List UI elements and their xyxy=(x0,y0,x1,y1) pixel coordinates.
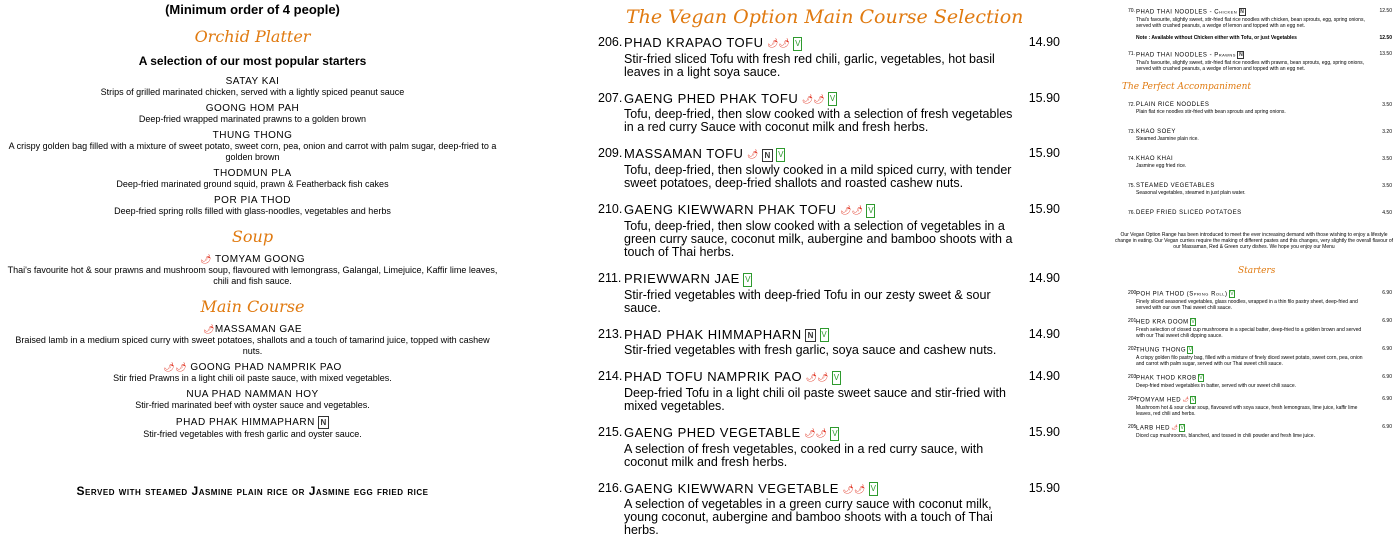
main-item xyxy=(6,324,499,357)
item-desc: Thai's favourite, slightly sweet, stir-fried flat rice noodles with prawns, bean sprouts, egg, spring onions, served with crushed peanuts, a wedge of lemon and topped with an egg net. xyxy=(1136,60,1365,72)
dish-name: THODMUN PLA xyxy=(213,168,292,179)
accompaniment-item xyxy=(1108,102,1400,115)
chili-icon: 🌶︎ xyxy=(202,324,215,335)
vegan-icon: V xyxy=(1188,347,1193,353)
item-name: LARB HED xyxy=(1136,425,1171,432)
vegan-icon: V xyxy=(1191,319,1195,325)
item-price: 14.90 xyxy=(1028,270,1060,285)
dish-name: GOONG PHAD NAMPRIK PAO xyxy=(190,362,342,374)
starter-item xyxy=(1108,290,1400,311)
item-name: GAENG KIEWWARN PHAK TOFU xyxy=(624,202,837,218)
item-number: 201. xyxy=(1128,318,1138,324)
item-price: 15.90 xyxy=(1028,424,1060,439)
item-name: PRIEWWARN JAE xyxy=(624,270,740,286)
starters-title: Starters xyxy=(1238,266,1276,276)
noodle-item xyxy=(1108,8,1400,29)
item-desc: Tofu, deep-fried, then slow cooked with a selection of vegetables in a green curry sauce, coconut milk, aubergine and bamboo shoots with a touch of Thai herbs. xyxy=(624,218,1013,259)
note-price: 12.50 xyxy=(1379,35,1392,41)
chili-icon: 🌶︎ xyxy=(746,149,759,160)
dish-name: MASSAMAN GAE xyxy=(214,324,303,336)
dish-desc: Deep-fried wrapped marinated prawns to a golden brown xyxy=(138,114,367,124)
item-name: HED KRA DOOM xyxy=(1136,319,1189,326)
item-price: 14.90 xyxy=(1028,369,1060,384)
vegan-icon: V xyxy=(830,427,839,441)
accompaniment-item xyxy=(1108,156,1400,169)
item-desc: Deep-fried Tofu in a light chili oil paste sweet sauce and stir-fried with mixed vegetables. xyxy=(624,385,1006,413)
item-name: PHAD KRAPAO TOFU xyxy=(624,35,764,50)
main-item xyxy=(6,416,499,440)
vegan-icon: V xyxy=(793,37,802,51)
noodle-item xyxy=(1108,51,1400,72)
item-number: 76. xyxy=(1128,210,1135,216)
item-desc: Diced cup mushrooms, blanched, and tossed in chili powder and fresh lime juice. xyxy=(1136,433,1315,439)
item-price: 3.20 xyxy=(1382,129,1392,135)
chili-icon: 🌶︎ xyxy=(1171,425,1178,431)
item-name: PHAD TOFU NAMPRIK PAO xyxy=(624,369,803,385)
item-desc: Jasmine egg fried rice. xyxy=(1136,163,1187,169)
item-desc: Fresh selection of closed cup mushrooms in a special batter, deep-fried to a golden brown and served with our Thai sweet chili dipping sauce. xyxy=(1136,327,1362,339)
accompaniment-item xyxy=(1108,183,1400,196)
nut-icon: N xyxy=(1240,9,1244,15)
vegan-icon: V xyxy=(828,92,837,106)
dish-desc: Deep-fried spring rolls filled with glass-noodles, vegetables and herbs xyxy=(114,206,391,216)
note-line xyxy=(1108,35,1400,41)
vegan-menu-item xyxy=(590,426,1070,469)
item-desc: Deep-fried mixed vegetables in batter, served with our sweet chili sauce. xyxy=(1136,383,1297,389)
vegan-icon: V xyxy=(1230,291,1234,297)
item-name: PHAD THAI NOODLES - Chicken xyxy=(1136,9,1238,16)
vegan-icon: V xyxy=(1199,375,1203,381)
nut-icon: N xyxy=(805,329,816,342)
item-price: 15.90 xyxy=(1028,90,1060,105)
vegan-menu-item xyxy=(590,482,1070,537)
item-desc: Thai's favourite, slightly sweet, stir-fried flat rice noodles with chicken, bean sprouts, egg, spring onions, served with crushed peanuts, a wedge of lemon and topped with an egg net. xyxy=(1136,17,1365,29)
item-desc: Stir-fried vegetables with deep-fried Tofu in our zesty sweet & sour sauce. xyxy=(624,287,991,315)
item-price: 15.90 xyxy=(1028,480,1060,495)
starter-item xyxy=(1108,424,1400,439)
item-name: KHAO KHAI xyxy=(1136,156,1174,162)
item-price: 6.90 xyxy=(1382,318,1392,324)
starter-item xyxy=(1108,396,1400,417)
item-desc: Steamed Jasmine plain rice. xyxy=(1136,136,1199,142)
minimum-order-note: (Minimum order of 4 people) xyxy=(165,2,340,17)
item-name: THUNG THONG xyxy=(1136,347,1187,354)
main-item xyxy=(6,389,499,411)
item-desc: Stir-fried sliced Tofu with fresh red chili, garlic, vegetables, hot basil leaves in a light soya sauce. xyxy=(624,51,995,79)
vegan-main-course-column xyxy=(590,0,1070,537)
chili-icon: 🌶︎🌶︎ xyxy=(804,428,827,439)
item-desc: Mushroom hot & sour clear soup, flavoured with soya sauce, fresh lemongrass, lime juice, kaffir lime leaves, red chili and herbs. xyxy=(1136,405,1358,417)
platter-item xyxy=(6,76,499,98)
item-name: KHAO SOEY xyxy=(1136,129,1176,135)
accompaniment-title: The Perfect Accompaniment xyxy=(1122,82,1252,92)
orchid-platter-column xyxy=(0,0,505,500)
platter-item xyxy=(6,195,499,217)
vegan-menu-item xyxy=(590,370,1070,413)
item-name: PHAK THOD KROB xyxy=(1136,375,1197,382)
soup-item xyxy=(6,254,499,287)
item-desc: A crispy golden filo pastry bag, filled with a mixture of finely diced sweet potato, sweet corn, pea, onion and carrot with palm sugar, served with our Thai sweet chili sauce. xyxy=(1136,355,1363,367)
accompaniment-item xyxy=(1108,210,1400,216)
item-desc: Finely sliced seasoned vegetables, glass noodles, wrapped in a thin filo pastry sheet, deep-fried and served with our own Thai sweet chili sauce. xyxy=(1136,299,1358,311)
item-number: 206. xyxy=(598,35,623,49)
item-number: 204. xyxy=(1128,396,1138,402)
dish-desc: Stir fried Prawns in a light chili oil paste sauce, with mixed vegetables. xyxy=(113,373,392,384)
vegan-menu-item xyxy=(590,147,1070,190)
item-number: 200. xyxy=(1128,290,1138,296)
item-price: 13.50 xyxy=(1379,51,1392,57)
item-price: 6.90 xyxy=(1382,424,1392,430)
item-price: 6.90 xyxy=(1382,346,1392,352)
item-price: 6.90 xyxy=(1382,396,1392,402)
dish-desc: Braised lamb in a medium spiced curry with sweet potatoes, shallots and a touch of tamarind juice, topped with cashew nuts. xyxy=(15,335,490,357)
vegan-menu-item xyxy=(590,328,1070,358)
dish-name: THUNG THONG xyxy=(212,130,293,141)
chili-icon: 🌶︎🌶︎ xyxy=(163,362,188,373)
item-name: PHAD THAI NOODLES - Prawns xyxy=(1136,52,1236,59)
item-number: 202. xyxy=(1128,346,1138,352)
chili-icon: 🌶︎🌶︎ xyxy=(801,93,825,104)
item-desc: A selection of fresh vegetables, cooked in a red curry sauce, with coconut milk and fresh herbs. xyxy=(624,441,984,469)
vegan-icon: V xyxy=(869,482,878,496)
served-with-note: Served with steamed Jasmine plain rice or Jasmine egg fried rice xyxy=(76,484,429,498)
vegan-menu-item xyxy=(590,272,1070,315)
chili-icon: 🌶︎🌶︎ xyxy=(766,38,790,49)
dish-name: PHAD PHAK HIMMAPHARN xyxy=(175,417,315,429)
item-name: GAENG PHED VEGETABLE xyxy=(624,424,801,440)
starter-item xyxy=(1108,346,1400,367)
item-price: 3.50 xyxy=(1382,156,1392,162)
vegan-icon: V xyxy=(866,204,875,218)
item-number: 71. xyxy=(1128,51,1135,57)
item-name: DEEP FRIED SLICED POTATOES xyxy=(1136,210,1242,216)
chili-icon: 🌶︎🌶︎ xyxy=(842,483,866,494)
starter-item xyxy=(1108,318,1400,339)
item-name: PHAD PHAK HIMMAPHARN xyxy=(624,326,802,342)
main-item xyxy=(6,362,499,384)
dish-desc: Stir-fried marinated beef with oyster sauce and vegetables. xyxy=(135,400,370,411)
item-price: 3.50 xyxy=(1382,102,1392,108)
item-desc: Stir-fried vegetables with fresh garlic, soya sauce and cashew nuts. xyxy=(624,343,997,358)
dish-name: POR PIA THOD xyxy=(214,195,291,206)
item-desc: Seasonal vegetables, steamed in just plain water. xyxy=(1136,190,1246,196)
item-number: 203. xyxy=(1128,374,1138,380)
item-price: 4.50 xyxy=(1382,210,1392,216)
item-price: 6.90 xyxy=(1382,290,1392,296)
platter-item xyxy=(6,168,499,190)
item-name: TOMYAM HED xyxy=(1136,397,1182,404)
vegan-menu-item xyxy=(590,92,1070,135)
vegan-section-title: The Vegan Option Main Course Selection xyxy=(626,6,1024,28)
right-menu-column xyxy=(1108,0,1400,500)
item-number: 215. xyxy=(598,424,623,439)
item-number: 214. xyxy=(598,369,623,384)
item-price: 3.50 xyxy=(1382,183,1392,189)
vegan-menu-item xyxy=(590,203,1070,259)
chili-icon: 🌶︎ xyxy=(1182,397,1189,403)
vegan-icon: V xyxy=(776,148,785,162)
platter-subtitle: A selection of our most popular starters xyxy=(138,54,367,68)
vegan-intro-text: Our Vegan Option Range has been introduced to meet the ever increasing demand with those wishing to enjoy a lifestyle change in eating. Our Vegan curries require the making of different pastes and this changes, very slightly the overall flavour of our Massaman, Red & Green curry dishes. We hope you enjoy our Menu xyxy=(1114,232,1394,250)
item-number: 210. xyxy=(598,202,623,217)
dish-desc: Strips of grilled marinated chicken, served with a lightly spiced peanut sauce xyxy=(100,87,405,97)
starter-item xyxy=(1108,374,1400,389)
vegan-icon: V xyxy=(743,273,752,287)
item-desc: Plain flat rice noodles stir-fried with bean sprouts and spring onions. xyxy=(1136,109,1286,115)
vegan-icon: V xyxy=(820,328,829,342)
nut-icon: N xyxy=(318,416,329,429)
item-number: 74. xyxy=(1128,156,1135,162)
item-desc: A selection of vegetables in a green curry sauce with coconut milk, young coconut, aubergine and bamboo shoots with a touch of Thai herbs. xyxy=(624,497,993,537)
item-number: 70. xyxy=(1128,8,1135,14)
dish-name: SATAY KAI xyxy=(225,76,280,87)
accompaniment-item xyxy=(1108,129,1400,142)
item-number: 216. xyxy=(598,480,623,495)
dish-desc: Stir-fried vegetables with fresh garlic and oyster sauce. xyxy=(143,429,362,440)
item-name: GAENG KIEWWARN VEGETABLE xyxy=(624,480,839,496)
item-number: 75. xyxy=(1128,183,1135,189)
dish-name: GOONG HOM PAH xyxy=(205,103,300,114)
item-name: GAENG PHED PHAK TOFU xyxy=(624,90,799,106)
vegan-menu-item xyxy=(590,36,1070,79)
nut-icon: N xyxy=(1239,52,1243,58)
item-name: PLAIN RICE NOODLES xyxy=(1136,102,1210,108)
platter-title: Orchid Platter xyxy=(194,27,311,46)
platter-item xyxy=(6,103,499,125)
item-name: POH PIA THOD (Spring Roll) xyxy=(1136,291,1228,298)
item-number: 211. xyxy=(598,270,622,285)
dish-desc: Deep-fried marinated ground squid, prawn & Featherback fish cakes xyxy=(116,179,389,189)
main-course-title: Main Course xyxy=(200,297,305,317)
item-price: 6.90 xyxy=(1382,374,1392,380)
vegan-icon: V xyxy=(1180,425,1184,431)
note-text: Note : Available without Chicken either with Tofu, or just Vegetables xyxy=(1136,35,1297,41)
dish-name: TOMYAM GOONG xyxy=(214,254,306,266)
item-price: 15.90 xyxy=(1028,146,1060,161)
item-desc: Tofu, deep-fried, then slow cooked with a selection of fresh vegetables in a red curry Sauce with coconut milk and fresh herbs. xyxy=(624,107,1013,135)
nut-icon: N xyxy=(762,149,773,162)
item-name: MASSAMAN TOFU xyxy=(624,146,744,162)
dish-name: NUA PHAD NAMMAN HOY xyxy=(186,389,319,401)
chili-icon: 🌶︎🌶︎ xyxy=(805,372,829,383)
vegan-icon: V xyxy=(1191,397,1195,403)
item-number: 73. xyxy=(1128,129,1135,135)
chili-icon: 🌶︎🌶︎ xyxy=(840,205,863,216)
dish-desc: A crispy golden bag filled with a mixture of sweet potato, sweet corn, pea, onion and carrot with palm sugar, deep-fried to a golden brown xyxy=(8,141,497,162)
item-name: STEAMED VEGETABLES xyxy=(1136,183,1215,189)
item-price: 14.90 xyxy=(1028,35,1060,49)
item-number: 209. xyxy=(598,146,623,161)
item-desc: Tofu, deep-fried, then slowly cooked in a mild spiced curry, with tender sweet potatoes, deep-fried shallots and roasted cashew nuts. xyxy=(624,163,1012,191)
item-number: 72. xyxy=(1128,102,1135,108)
soup-title: Soup xyxy=(231,227,274,246)
item-price: 14.90 xyxy=(1028,326,1060,341)
platter-item xyxy=(6,130,499,163)
chili-icon: 🌶︎ xyxy=(199,254,212,264)
vegan-icon: V xyxy=(832,371,841,385)
item-price: 12.50 xyxy=(1379,8,1392,14)
item-price: 15.90 xyxy=(1028,202,1060,217)
dish-desc: Thai's favourite hot & sour prawns and mushroom soup, flavoured with lemongrass, Galangal, Limejuice, Kaffir lime leaves, chili and fish sauce. xyxy=(7,265,498,287)
item-number: 207. xyxy=(598,90,623,105)
item-number: 213. xyxy=(598,326,623,341)
item-number: 205. xyxy=(1128,424,1138,430)
